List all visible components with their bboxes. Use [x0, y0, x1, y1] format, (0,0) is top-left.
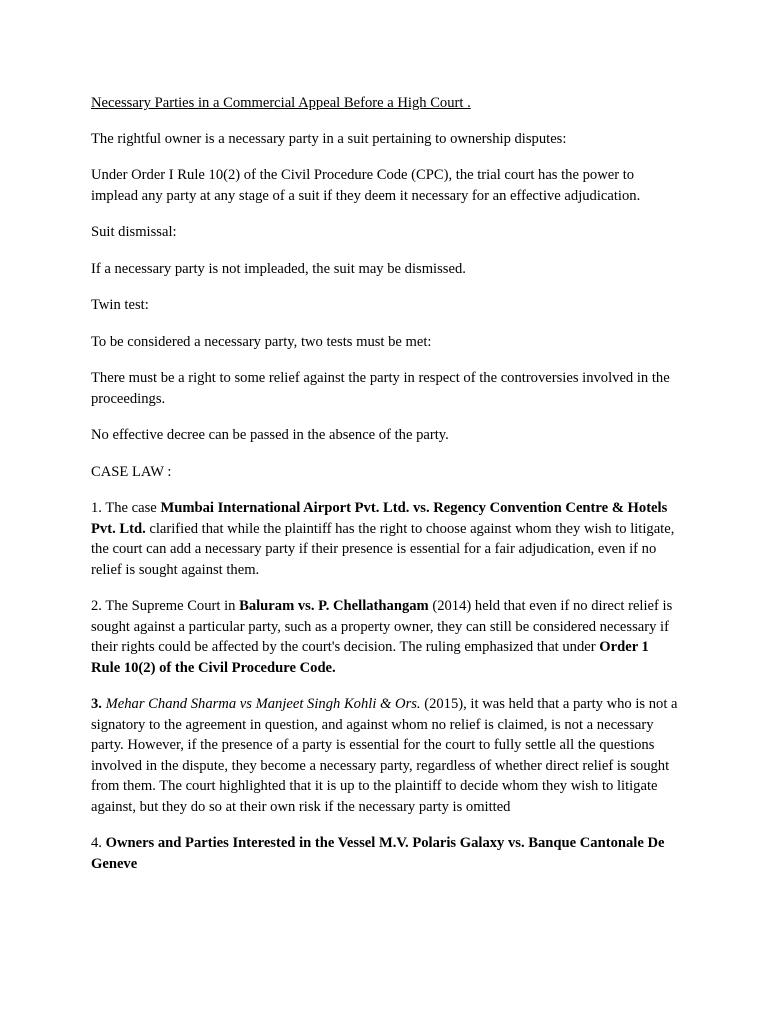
case-1-text: clarified that while the plaintiff has the right to choose against whom they wish to litigate, the court can add a necessary party if their presence is essential for a fair adjudication, even if no relief is sought against them.: [91, 520, 675, 578]
document-title: Necessary Parties in a Commercial Appeal Before a High Court .: [91, 95, 471, 111]
case-3-name: Mehar Chand Sharma vs Manjeet Singh Kohli & Ors.: [101, 696, 421, 712]
case-1-prefix: 1. The case: [91, 500, 161, 516]
paragraph-twin-test-intro: To be considered a necessary party, two tests must be met:: [91, 333, 432, 350]
case-1-name: Mumbai International Airport Pvt. Ltd. vs. Regency Convention Centre & Hotels Pvt. Ltd.: [91, 500, 668, 537]
case-2-name: Baluram vs. P. Chellathangam: [239, 598, 429, 614]
heading-case-law: CASE LAW :: [91, 463, 172, 480]
case-2-rule: Order 1 Rule 10(2) of the Civil Procedure Code.: [91, 639, 649, 676]
paragraph-suit-dismissal: If a necessary party is not impleaded, the suit may be dismissed.: [91, 260, 466, 277]
heading-suit-dismissal: Suit dismissal:: [91, 224, 177, 240]
case-3-paragraph: [91, 694, 681, 817]
case-4-paragraph: [91, 833, 681, 874]
case-4-prefix: 4.: [91, 835, 106, 851]
case-4-name: Owners and Parties Interested in the Vessel M.V. Polaris Galaxy vs. Banque Cantonale De Geneve: [91, 835, 665, 872]
paragraph-test-one: There must be a right to some relief against the party in respect of the controversies involved in the proceedings.: [91, 370, 670, 407]
case-2-text: (2014) held that even if no direct relief is sought against a particular party, such as a property owner, they can still be considered necessary if their rights could be affected by the court's decision. The ruling emphasized that under: [91, 598, 673, 655]
case-2-prefix: 2. The Supreme Court in: [91, 598, 240, 614]
case-1-paragraph: [91, 498, 681, 580]
paragraph-order-rule: Under Order I Rule 10(2) of the Civil Procedure Code (CPC), the trial court has the power to implead any party at any stage of a suit if they deem it necessary for an effective adjudication.: [91, 167, 641, 204]
case-2-paragraph: [91, 596, 681, 678]
case-3-text: (2015), it was held that a party who is not a signatory to the agreement in question, and against whom no relief is claimed, is not a necessary party. However, if the presence of a party is essential for the court to fully settle all the questions involved in the dispute, they become a necessary party, regardless of whether direct relief is sought from them. The court highlighted that it is up to the plaintiff to decide whom they wish to litigate against, but they do so at their own risk if the necessary party is omitted: [91, 696, 678, 815]
paragraph-test-two: No effective decree can be passed in the absence of the party.: [91, 427, 449, 443]
document-page: [91, 93, 681, 890]
case-3-number: 3.: [91, 696, 102, 712]
heading-twin-test: Twin test:: [91, 297, 149, 313]
paragraph-rightful-owner: The rightful owner is a necessary party in a suit pertaining to ownership disputes:: [91, 130, 567, 147]
